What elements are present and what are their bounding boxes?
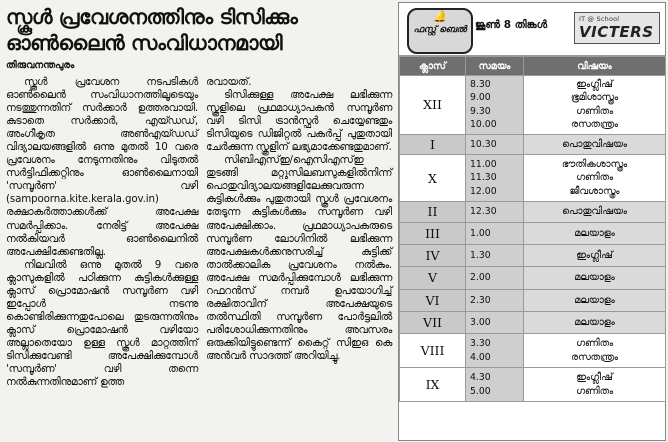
class-schedule-box <box>398 2 666 441</box>
subject-cell <box>524 134 666 154</box>
time-slot: 3.30 <box>470 338 491 350</box>
article-headline <box>6 4 391 56</box>
subject-cell <box>524 289 666 311</box>
schedule-header <box>399 3 665 56</box>
subject-name: മലയാളം <box>574 272 615 284</box>
dateline: തിരുവനന്തപുരം <box>6 60 75 71</box>
subject-cell <box>524 267 666 289</box>
paragraph: സിബിഎസ്ഇ/ഐസിഎസ്ഇ തുടങ്ങി മറ്റുസിലബസുകളിൽനിന്ന് പൊതുവിദ്യാലയങ്ങളിലേക്കുവരുന്ന കുട്ടികൾക്കും പുതുതായി സ്കൂൾ പ്രവേശനം തേടുന്ന കുട്ടികൾക്കും സമ്പൂർണ വഴി അപേക്ഷിക്കാം. പ്രഥമാധ്യാപകരുടെ സമ്പൂർണ ലോഗിനിൽ ലഭിക്കുന്ന അപേക്ഷകൾക്കനുസരിച്ച് കുട്ടിക്ക് താൽക്കാലിക പ്രവേശനം നൽകും. അപേക്ഷ സമർപ്പിക്കുമ്പോൾ ലഭിക്കുന്ന റഫറൻസ് നമ്പർ ഉപയോഗിച്ച് രക്ഷിതാവിന് അപേക്ഷയുടെ തൽസ്ഥിതി സമ്പൂർണ പോർട്ടലിൽ പരിശോധിക്കുന്നതിനും അവസരം ഒരുക്കിയിട്ടുണ്ടെന്ന് കൈറ്റ് സിഇഒ കെ അൻവർ സാദത്ത് അറിയിച്ചു. <box>206 154 392 362</box>
paragraph: നിലവിൽ ഒന്നു മുതൽ 9 വരെ ക്ലാസുകളിൽ പഠിക്കുന്ന കുട്ടികൾക്കുള്ള ക്ലാസ് പ്രൊമോഷൻ സമ്പൂർണ വഴി ഇപ്പോൾ നടന്നു കൊണ്ടിരിക്കുന്നതുപോലെ തുടരുന്നതിനും ക്ലാസ് പ്രൊമോഷൻ വഴിയോ‌ അല്ലാതെയോ ഉള്ള സ്കൂൾ മാറ്റത്തിന് ടിസിക്കുവേണ്ടി അപേക്ഷിക്കുമ്പോൾ 'സമ്പൂർണ' വഴി തന്നെ നൽകുന്നതിനുമാണ് ഉത്ത <box>6 258 198 389</box>
subject-name: ഗണിതം <box>575 338 614 350</box>
paragraph: രവായത്. <box>206 76 252 88</box>
class-cell: VIII <box>400 334 466 368</box>
class-cell: IV <box>400 244 466 266</box>
time-cell <box>466 154 524 201</box>
time-slot: 2.30 <box>470 294 491 306</box>
schedule-row <box>400 312 666 334</box>
class-cell: VII <box>400 312 466 334</box>
time-cell <box>466 244 524 266</box>
subject-name: ഗണിതം <box>575 172 614 184</box>
schedule-row <box>400 222 666 244</box>
subject-name: ഇംഗ്ലീഷ് <box>576 79 613 90</box>
subject-name: മലയാളം <box>574 227 615 239</box>
class-cell: I <box>400 134 466 154</box>
class-cell: II <box>400 202 466 222</box>
time-slot: 3.00 <box>470 317 491 329</box>
channel-subtitle: IT @ School <box>579 15 620 23</box>
first-bell-logo <box>407 8 473 54</box>
time-slot: 1.30 <box>470 249 491 261</box>
class-cell: XII <box>400 76 466 135</box>
time-cell <box>466 134 524 154</box>
subject-name: ഭൂമിശാസ്ത്രം <box>570 92 619 104</box>
time-slot: 9.00 <box>470 92 491 104</box>
time-slot: 8.30 <box>470 79 491 90</box>
bell-icon: 🔔 <box>433 10 447 23</box>
schedule-row <box>400 289 666 311</box>
schedule-date: ജൂൺ 8 തിങ്കൾ <box>475 19 548 31</box>
article-column-1 <box>6 76 198 389</box>
subject-name: പൊതുവിഷയം <box>562 206 627 218</box>
class-cell: X <box>400 154 466 201</box>
subject-cell <box>524 154 666 201</box>
time-slot: 12.00 <box>470 185 497 197</box>
article-column-2 <box>206 76 392 363</box>
schedule-row <box>400 154 666 201</box>
time-slot: 11.30 <box>470 172 497 184</box>
time-slot: 1.00 <box>470 227 491 239</box>
time-slot: 12.30 <box>470 206 497 218</box>
header-time: സമയം <box>466 57 524 76</box>
time-slot: 11.00 <box>470 158 497 170</box>
time-cell <box>466 202 524 222</box>
time-slot: 10.30 <box>470 138 497 150</box>
subject-name: രസതന്ത്രം <box>570 119 619 131</box>
schedule-row <box>400 76 666 135</box>
paragraph: ടിസിക്കുള്ള അപേക്ഷ ലഭിക്കുന്ന സ്കൂളിലെ പ്രഥമാധ്യാപകൻ സമ്പൂർണ വഴി ടിസി ട്രാൻസ്ഫർ ചെയ്യേണ്ടതും ടിസിയുടെ ഡിജിറ്റൽ പകർപ്പ് പുതുതായി ചേർക്കുന്ന സ്കൂളിന് ലഭ്യമാക്കേണ്ടതുമാണ്. <box>206 89 392 154</box>
time-cell <box>466 222 524 244</box>
class-cell: V <box>400 267 466 289</box>
schedule-table <box>399 56 666 402</box>
subject-name: മലയാളം <box>574 317 615 329</box>
subject-name: ഗണിതം <box>575 105 614 117</box>
time-cell <box>466 267 524 289</box>
header-class: ക്ലാസ് <box>400 57 466 76</box>
subject-cell <box>524 368 666 402</box>
subject-cell <box>524 312 666 334</box>
channel-name: VICTERS <box>579 23 654 41</box>
subject-name: ഭൗതികശാസ്ത്രം <box>561 158 628 170</box>
subject-name: ഗണിതം <box>575 385 614 397</box>
subject-cell <box>524 202 666 222</box>
paragraph: സ്കൂൾ പ്രവേശന നടപടികൾ ഓൺലൈൻ സംവിധാനത്തിലൂടെയും നടത്തുന്നതിന് സർക്കാർ ഉത്തരവായി. കുടാതെ സർക്കാർ, എയ്ഡഡ്, അംഗീകൃത അൺഎയ്ഡഡ് വിദ്യാലയങ്ങളിൽ ഒന്നു മുതൽ 10 വരെ പ്രവേശനം നേടുന്നതിനും വിടുതൽ സർട്ടിഫിക്കറ്റിനും ഓൺലൈനായി 'സമ്പൂർണ' വഴി (sampoorna.kite.kerala.gov.in) രക്ഷാകർത്താക്കൾക്ക് അപേക്ഷ സമർപ്പിക്കാം. നേരിട്ട് അപേക്ഷ നൽകിയവർ ഓൺലൈനിൽ അപേക്ഷിക്കേണ്ടതില്ല. <box>6 76 198 258</box>
schedule-table-header <box>400 57 666 76</box>
time-cell <box>466 76 524 135</box>
subject-cell <box>524 76 666 135</box>
subject-cell <box>524 244 666 266</box>
time-slot: 10.00 <box>470 119 497 131</box>
time-slot: 4.00 <box>470 351 491 363</box>
header-subject: വിഷയം <box>524 57 666 76</box>
subject-cell <box>524 334 666 368</box>
time-cell <box>466 334 524 368</box>
schedule-row <box>400 334 666 368</box>
class-cell: IX <box>400 368 466 402</box>
subject-name: പൊതുവിഷയം <box>562 138 627 150</box>
time-slot: 2.00 <box>470 272 491 284</box>
schedule-row <box>400 267 666 289</box>
victers-channel-logo <box>574 12 660 44</box>
subject-name: മലയാളം <box>574 294 615 306</box>
time-cell <box>466 312 524 334</box>
subject-name: ജീവശാസ്ത്രം <box>569 185 620 197</box>
logo-text: ഫസ്റ്റ് ബെൽ <box>413 25 467 35</box>
subject-name: ഇംഗ്ലീഷ് <box>576 372 613 384</box>
time-slot: 9.30 <box>470 105 491 117</box>
time-cell <box>466 289 524 311</box>
time-slot: 4.30 <box>470 372 491 384</box>
time-slot: 5.00 <box>470 385 491 397</box>
subject-name: ഇംഗ്ലീഷ് <box>576 249 613 261</box>
class-cell: III <box>400 222 466 244</box>
schedule-row <box>400 202 666 222</box>
subject-cell <box>524 222 666 244</box>
subject-name: രസതന്ത്രം <box>570 351 619 363</box>
schedule-row <box>400 368 666 402</box>
time-cell <box>466 368 524 402</box>
headline-line-1: സ്കൂൾ പ്രവേശനത്തിനും ടിസിക്കും <box>6 5 298 29</box>
schedule-row <box>400 134 666 154</box>
headline-line-2: ഓൺലൈൻ സംവിധാനമായി <box>6 31 283 55</box>
schedule-row <box>400 244 666 266</box>
class-cell: VI <box>400 289 466 311</box>
